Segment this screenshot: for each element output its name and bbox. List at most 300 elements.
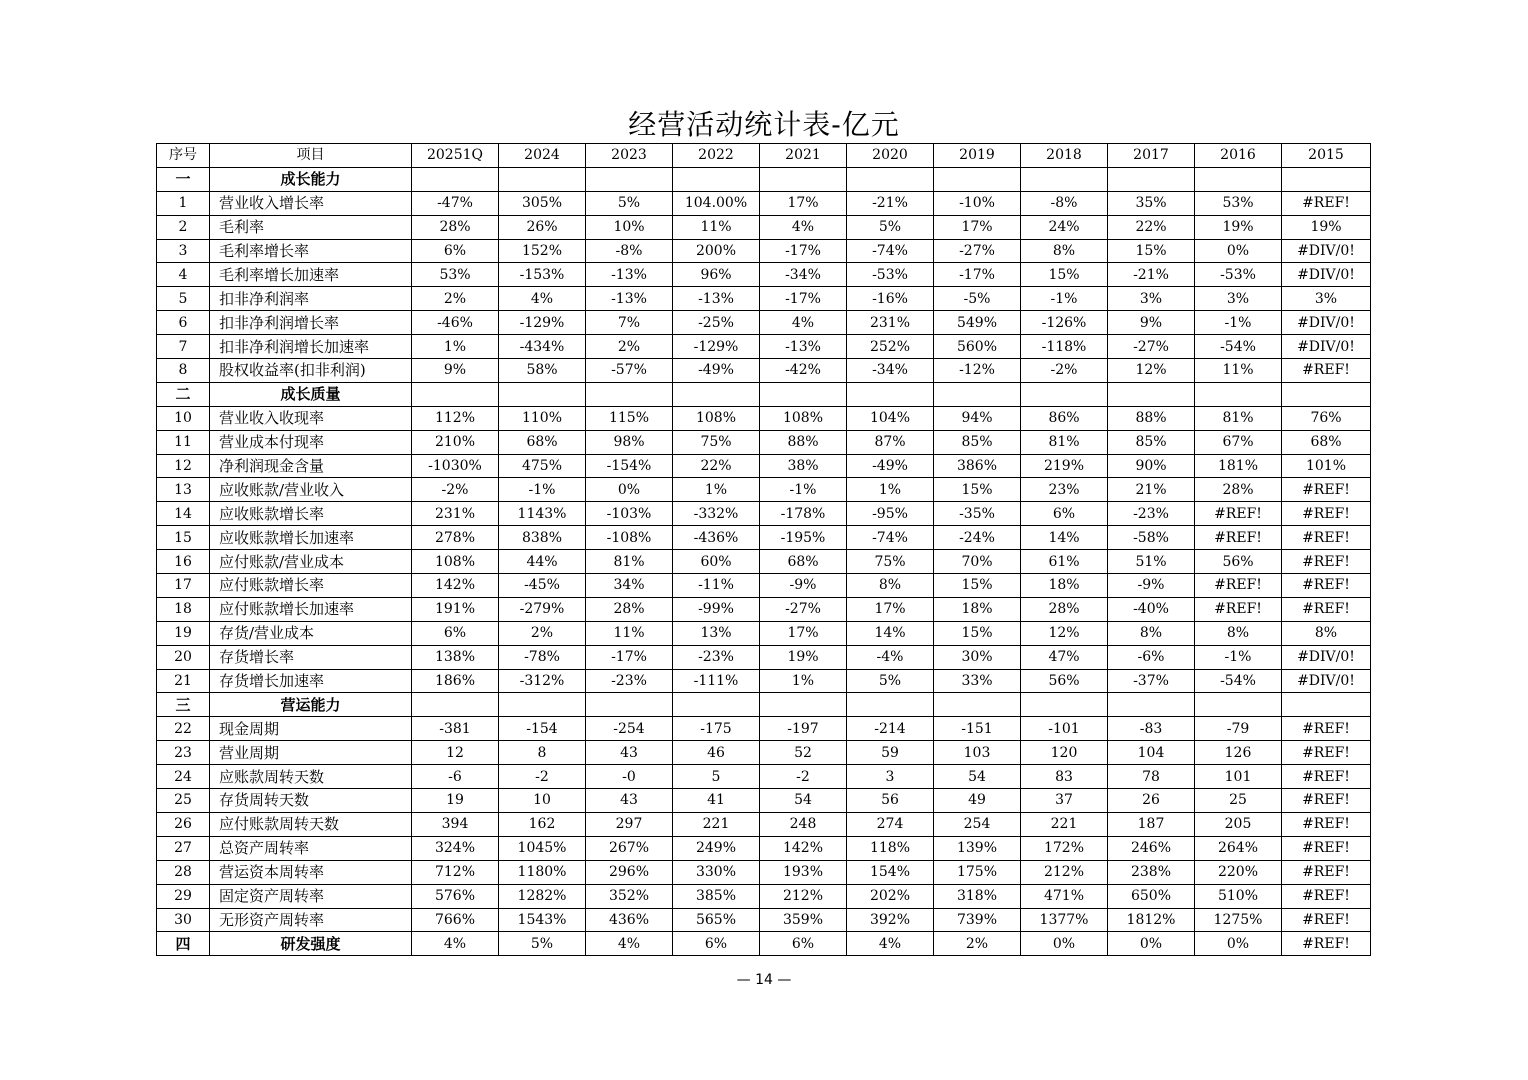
- value-cell: -118%: [1021, 335, 1108, 359]
- value-cell: -126%: [1021, 311, 1108, 335]
- item-name-cell: 营业成本付现率: [210, 430, 412, 454]
- value-cell: 83: [1021, 765, 1108, 789]
- value-cell: 19%: [760, 645, 847, 669]
- value-cell: 15%: [1108, 239, 1195, 263]
- value-cell: [1021, 382, 1108, 406]
- value-cell: 14%: [1021, 526, 1108, 550]
- value-cell: -129%: [673, 335, 760, 359]
- value-cell: 221: [1021, 812, 1108, 836]
- value-cell: 1143%: [499, 502, 586, 526]
- value-cell: #DIV/0!: [1282, 311, 1371, 335]
- table-header-row: [157, 144, 1371, 168]
- value-cell: 11%: [673, 215, 760, 239]
- value-cell: #REF!: [1282, 765, 1371, 789]
- value-cell: -99%: [673, 597, 760, 621]
- value-cell: #REF!: [1282, 717, 1371, 741]
- value-cell: -175: [673, 717, 760, 741]
- value-cell: [1021, 167, 1108, 191]
- value-cell: -24%: [934, 526, 1021, 550]
- value-cell: 10%: [586, 215, 673, 239]
- value-cell: -2%: [412, 478, 499, 502]
- value-cell: 28%: [1021, 597, 1108, 621]
- value-cell: [1021, 693, 1108, 717]
- value-cell: 26: [1108, 789, 1195, 813]
- value-cell: 81%: [1195, 406, 1282, 430]
- column-header: 2023: [586, 144, 673, 168]
- value-cell: -9%: [1108, 574, 1195, 598]
- item-name-cell: 毛利率增长率: [210, 239, 412, 263]
- value-cell: 385%: [673, 884, 760, 908]
- value-cell: #REF!: [1282, 836, 1371, 860]
- value-cell: #REF!: [1282, 526, 1371, 550]
- value-cell: 54: [760, 789, 847, 813]
- value-cell: 278%: [412, 526, 499, 550]
- value-cell: #REF!: [1282, 191, 1371, 215]
- value-cell: -21%: [1108, 263, 1195, 287]
- value-cell: 238%: [1108, 860, 1195, 884]
- value-cell: 22%: [1108, 215, 1195, 239]
- value-cell: 38%: [760, 454, 847, 478]
- value-cell: 75%: [673, 430, 760, 454]
- value-cell: 47%: [1021, 645, 1108, 669]
- value-cell: 3%: [1195, 287, 1282, 311]
- value-cell: 86%: [1021, 406, 1108, 430]
- table-row: [157, 263, 1371, 287]
- row-index-cell: 13: [157, 478, 210, 502]
- value-cell: 838%: [499, 526, 586, 550]
- value-cell: 324%: [412, 836, 499, 860]
- value-cell: -1%: [760, 478, 847, 502]
- value-cell: 15%: [1021, 263, 1108, 287]
- value-cell: #DIV/0!: [1282, 263, 1371, 287]
- value-cell: [934, 693, 1021, 717]
- value-cell: 88%: [760, 430, 847, 454]
- value-cell: #DIV/0!: [1282, 645, 1371, 669]
- value-cell: [499, 382, 586, 406]
- value-cell: 104.00%: [673, 191, 760, 215]
- value-cell: 108%: [673, 406, 760, 430]
- value-cell: 17%: [934, 215, 1021, 239]
- value-cell: 5%: [586, 191, 673, 215]
- value-cell: 12%: [1108, 359, 1195, 383]
- value-cell: 254: [934, 812, 1021, 836]
- value-cell: 56%: [1195, 550, 1282, 574]
- value-cell: [499, 167, 586, 191]
- value-cell: #REF!: [1282, 884, 1371, 908]
- row-index-cell: 27: [157, 836, 210, 860]
- row-index-cell: 14: [157, 502, 210, 526]
- item-name-cell: 营业收入增长率: [210, 191, 412, 215]
- value-cell: 766%: [412, 908, 499, 932]
- value-cell: 8%: [1108, 621, 1195, 645]
- value-cell: 9%: [412, 359, 499, 383]
- value-cell: 152%: [499, 239, 586, 263]
- column-header: 2016: [1195, 144, 1282, 168]
- value-cell: [934, 382, 1021, 406]
- value-cell: 264%: [1195, 836, 1282, 860]
- value-cell: 35%: [1108, 191, 1195, 215]
- value-cell: -27%: [1108, 335, 1195, 359]
- value-cell: 118%: [847, 836, 934, 860]
- value-cell: 471%: [1021, 884, 1108, 908]
- item-name-cell: 现金周期: [210, 717, 412, 741]
- value-cell: 318%: [934, 884, 1021, 908]
- value-cell: 212%: [1021, 860, 1108, 884]
- table-row: [157, 621, 1371, 645]
- value-cell: 248: [760, 812, 847, 836]
- value-cell: 142%: [412, 574, 499, 598]
- value-cell: 220%: [1195, 860, 1282, 884]
- row-index-cell: 24: [157, 765, 210, 789]
- table-row: [157, 311, 1371, 335]
- value-cell: -13%: [760, 335, 847, 359]
- value-cell: 115%: [586, 406, 673, 430]
- section-row: [157, 382, 1371, 406]
- value-cell: 392%: [847, 908, 934, 932]
- row-index-cell: 6: [157, 311, 210, 335]
- table-row: [157, 717, 1371, 741]
- value-cell: [499, 693, 586, 717]
- value-cell: -381: [412, 717, 499, 741]
- item-name-cell: 应收账款增长加速率: [210, 526, 412, 550]
- value-cell: 22%: [673, 454, 760, 478]
- item-name-cell: 应付账款增长率: [210, 574, 412, 598]
- item-name-cell: 无形资产周转率: [210, 908, 412, 932]
- value-cell: 231%: [847, 311, 934, 335]
- value-cell: [412, 167, 499, 191]
- value-cell: -2%: [1021, 359, 1108, 383]
- value-cell: 56: [847, 789, 934, 813]
- value-cell: [934, 167, 1021, 191]
- row-index-cell: 18: [157, 597, 210, 621]
- value-cell: -45%: [499, 574, 586, 598]
- value-cell: #REF!: [1282, 550, 1371, 574]
- item-name-cell: 存货增长率: [210, 645, 412, 669]
- item-name-cell: 营运能力: [210, 693, 412, 717]
- value-cell: 98%: [586, 430, 673, 454]
- item-name-cell: 应付账款增长加速率: [210, 597, 412, 621]
- value-cell: [1108, 382, 1195, 406]
- value-cell: -25%: [673, 311, 760, 335]
- value-cell: -35%: [934, 502, 1021, 526]
- value-cell: -17%: [586, 645, 673, 669]
- value-cell: 67%: [1195, 430, 1282, 454]
- value-cell: [760, 693, 847, 717]
- value-cell: 186%: [412, 669, 499, 693]
- column-header: 2015: [1282, 144, 1371, 168]
- value-cell: 49: [934, 789, 1021, 813]
- row-index-cell: 23: [157, 741, 210, 765]
- item-name-cell: 应收账款/营业收入: [210, 478, 412, 502]
- item-name-cell: 营业收入收现率: [210, 406, 412, 430]
- value-cell: #DIV/0!: [1282, 335, 1371, 359]
- value-cell: 75%: [847, 550, 934, 574]
- value-cell: 87%: [847, 430, 934, 454]
- value-cell: 17%: [760, 191, 847, 215]
- column-header: 2018: [1021, 144, 1108, 168]
- section-row: [157, 932, 1371, 956]
- value-cell: 6%: [760, 932, 847, 956]
- value-cell: 565%: [673, 908, 760, 932]
- value-cell: 1543%: [499, 908, 586, 932]
- row-index-cell: 26: [157, 812, 210, 836]
- value-cell: 359%: [760, 908, 847, 932]
- item-name-cell: 扣非净利润率: [210, 287, 412, 311]
- value-cell: -1%: [1195, 311, 1282, 335]
- value-cell: 221: [673, 812, 760, 836]
- value-cell: 60%: [673, 550, 760, 574]
- value-cell: 193%: [760, 860, 847, 884]
- value-cell: [1195, 167, 1282, 191]
- column-header: 2019: [934, 144, 1021, 168]
- value-cell: 650%: [1108, 884, 1195, 908]
- column-header: 2022: [673, 144, 760, 168]
- item-name-cell: 毛利率增长加速率: [210, 263, 412, 287]
- value-cell: #REF!: [1282, 502, 1371, 526]
- value-cell: 21%: [1108, 478, 1195, 502]
- value-cell: 28%: [1195, 478, 1282, 502]
- value-cell: #REF!: [1195, 574, 1282, 598]
- item-name-cell: 成长质量: [210, 382, 412, 406]
- table-row: [157, 860, 1371, 884]
- value-cell: -332%: [673, 502, 760, 526]
- value-cell: -46%: [412, 311, 499, 335]
- table-row: [157, 669, 1371, 693]
- value-cell: 28%: [586, 597, 673, 621]
- value-cell: 2%: [586, 335, 673, 359]
- value-cell: 108%: [412, 550, 499, 574]
- value-cell: 120: [1021, 741, 1108, 765]
- value-cell: 103: [934, 741, 1021, 765]
- value-cell: -13%: [586, 287, 673, 311]
- value-cell: 43: [586, 789, 673, 813]
- value-cell: 175%: [934, 860, 1021, 884]
- value-cell: -111%: [673, 669, 760, 693]
- value-cell: -13%: [673, 287, 760, 311]
- value-cell: 8: [499, 741, 586, 765]
- value-cell: 2%: [412, 287, 499, 311]
- value-cell: [760, 167, 847, 191]
- row-index-cell: 4: [157, 263, 210, 287]
- value-cell: [760, 382, 847, 406]
- table-row: [157, 884, 1371, 908]
- value-cell: 1180%: [499, 860, 586, 884]
- value-cell: 81%: [586, 550, 673, 574]
- row-index-cell: 20: [157, 645, 210, 669]
- row-index-cell: 29: [157, 884, 210, 908]
- value-cell: [1282, 382, 1371, 406]
- item-name-cell: 营业周期: [210, 741, 412, 765]
- value-cell: -6: [412, 765, 499, 789]
- value-cell: 11%: [586, 621, 673, 645]
- value-cell: #REF!: [1282, 478, 1371, 502]
- value-cell: -74%: [847, 239, 934, 263]
- value-cell: 68%: [499, 430, 586, 454]
- value-cell: -4%: [847, 645, 934, 669]
- table-row: [157, 191, 1371, 215]
- value-cell: -154%: [586, 454, 673, 478]
- value-cell: 59: [847, 741, 934, 765]
- value-cell: 46: [673, 741, 760, 765]
- table-row: [157, 478, 1371, 502]
- value-cell: [412, 693, 499, 717]
- table-row: [157, 359, 1371, 383]
- value-cell: #REF!: [1282, 574, 1371, 598]
- value-cell: 19: [412, 789, 499, 813]
- value-cell: -254: [586, 717, 673, 741]
- row-index-cell: 12: [157, 454, 210, 478]
- row-index-cell: 15: [157, 526, 210, 550]
- column-header: 项目: [210, 144, 412, 168]
- value-cell: 181%: [1195, 454, 1282, 478]
- value-cell: -53%: [847, 263, 934, 287]
- value-cell: -11%: [673, 574, 760, 598]
- value-cell: -312%: [499, 669, 586, 693]
- value-cell: -1%: [499, 478, 586, 502]
- value-cell: [673, 693, 760, 717]
- value-cell: #REF!: [1195, 502, 1282, 526]
- value-cell: 112%: [412, 406, 499, 430]
- value-cell: 13%: [673, 621, 760, 645]
- value-cell: 3%: [1282, 287, 1371, 311]
- value-cell: -27%: [934, 239, 1021, 263]
- value-cell: -54%: [1195, 669, 1282, 693]
- value-cell: 212%: [760, 884, 847, 908]
- table-row: [157, 908, 1371, 932]
- value-cell: 231%: [412, 502, 499, 526]
- item-name-cell: 成长能力: [210, 167, 412, 191]
- value-cell: 96%: [673, 263, 760, 287]
- value-cell: 6%: [673, 932, 760, 956]
- value-cell: 142%: [760, 836, 847, 860]
- value-cell: #REF!: [1282, 741, 1371, 765]
- value-cell: 88%: [1108, 406, 1195, 430]
- statistics-table: [156, 143, 1371, 956]
- row-index-cell: 7: [157, 335, 210, 359]
- value-cell: 41: [673, 789, 760, 813]
- value-cell: 33%: [934, 669, 1021, 693]
- value-cell: 3: [847, 765, 934, 789]
- value-cell: 17%: [760, 621, 847, 645]
- value-cell: -34%: [760, 263, 847, 287]
- value-cell: 576%: [412, 884, 499, 908]
- row-index-cell: 8: [157, 359, 210, 383]
- value-cell: 162: [499, 812, 586, 836]
- value-cell: 246%: [1108, 836, 1195, 860]
- value-cell: -197: [760, 717, 847, 741]
- column-header: 20251Q: [412, 144, 499, 168]
- item-name-cell: 存货/营业成本: [210, 621, 412, 645]
- value-cell: 11%: [1195, 359, 1282, 383]
- value-cell: -108%: [586, 526, 673, 550]
- value-cell: [586, 167, 673, 191]
- table-row: [157, 812, 1371, 836]
- value-cell: -151: [934, 717, 1021, 741]
- value-cell: [586, 693, 673, 717]
- value-cell: -1030%: [412, 454, 499, 478]
- value-cell: 52: [760, 741, 847, 765]
- value-cell: 202%: [847, 884, 934, 908]
- value-cell: 76%: [1282, 406, 1371, 430]
- value-cell: -47%: [412, 191, 499, 215]
- value-cell: #REF!: [1282, 597, 1371, 621]
- value-cell: #REF!: [1282, 860, 1371, 884]
- table-row: [157, 526, 1371, 550]
- value-cell: 24%: [1021, 215, 1108, 239]
- value-cell: 4%: [586, 932, 673, 956]
- value-cell: 139%: [934, 836, 1021, 860]
- row-index-cell: 一: [157, 167, 210, 191]
- value-cell: -23%: [1108, 502, 1195, 526]
- value-cell: 1812%: [1108, 908, 1195, 932]
- value-cell: -17%: [760, 287, 847, 311]
- value-cell: 8%: [847, 574, 934, 598]
- value-cell: 187: [1108, 812, 1195, 836]
- value-cell: 6%: [412, 239, 499, 263]
- value-cell: 68%: [760, 550, 847, 574]
- value-cell: 549%: [934, 311, 1021, 335]
- table-row: [157, 430, 1371, 454]
- table-row: [157, 215, 1371, 239]
- column-header: 2020: [847, 144, 934, 168]
- value-cell: [1282, 693, 1371, 717]
- value-cell: 4%: [499, 287, 586, 311]
- item-name-cell: 应收账款增长率: [210, 502, 412, 526]
- value-cell: 81%: [1021, 430, 1108, 454]
- value-cell: -434%: [499, 335, 586, 359]
- value-cell: -42%: [760, 359, 847, 383]
- value-cell: 4%: [760, 311, 847, 335]
- value-cell: 104: [1108, 741, 1195, 765]
- section-row: [157, 167, 1371, 191]
- value-cell: -37%: [1108, 669, 1195, 693]
- value-cell: 12%: [1021, 621, 1108, 645]
- value-cell: 5%: [847, 669, 934, 693]
- value-cell: [847, 693, 934, 717]
- value-cell: -74%: [847, 526, 934, 550]
- item-name-cell: 扣非净利润增长加速率: [210, 335, 412, 359]
- value-cell: 296%: [586, 860, 673, 884]
- value-cell: 56%: [1021, 669, 1108, 693]
- value-cell: 560%: [934, 335, 1021, 359]
- value-cell: -17%: [760, 239, 847, 263]
- row-index-cell: 30: [157, 908, 210, 932]
- table-row: [157, 454, 1371, 478]
- value-cell: 58%: [499, 359, 586, 383]
- value-cell: 18%: [934, 597, 1021, 621]
- value-cell: 200%: [673, 239, 760, 263]
- item-name-cell: 固定资产周转率: [210, 884, 412, 908]
- table-row: [157, 597, 1371, 621]
- value-cell: 85%: [934, 430, 1021, 454]
- value-cell: 172%: [1021, 836, 1108, 860]
- value-cell: 5%: [847, 215, 934, 239]
- value-cell: 1377%: [1021, 908, 1108, 932]
- value-cell: 739%: [934, 908, 1021, 932]
- value-cell: [847, 167, 934, 191]
- value-cell: -78%: [499, 645, 586, 669]
- value-cell: [1195, 693, 1282, 717]
- row-index-cell: 25: [157, 789, 210, 813]
- item-name-cell: 毛利率: [210, 215, 412, 239]
- value-cell: 101: [1195, 765, 1282, 789]
- table-row: [157, 406, 1371, 430]
- value-cell: 7%: [586, 311, 673, 335]
- value-cell: #REF!: [1282, 812, 1371, 836]
- value-cell: -10%: [934, 191, 1021, 215]
- value-cell: 1282%: [499, 884, 586, 908]
- value-cell: 126: [1195, 741, 1282, 765]
